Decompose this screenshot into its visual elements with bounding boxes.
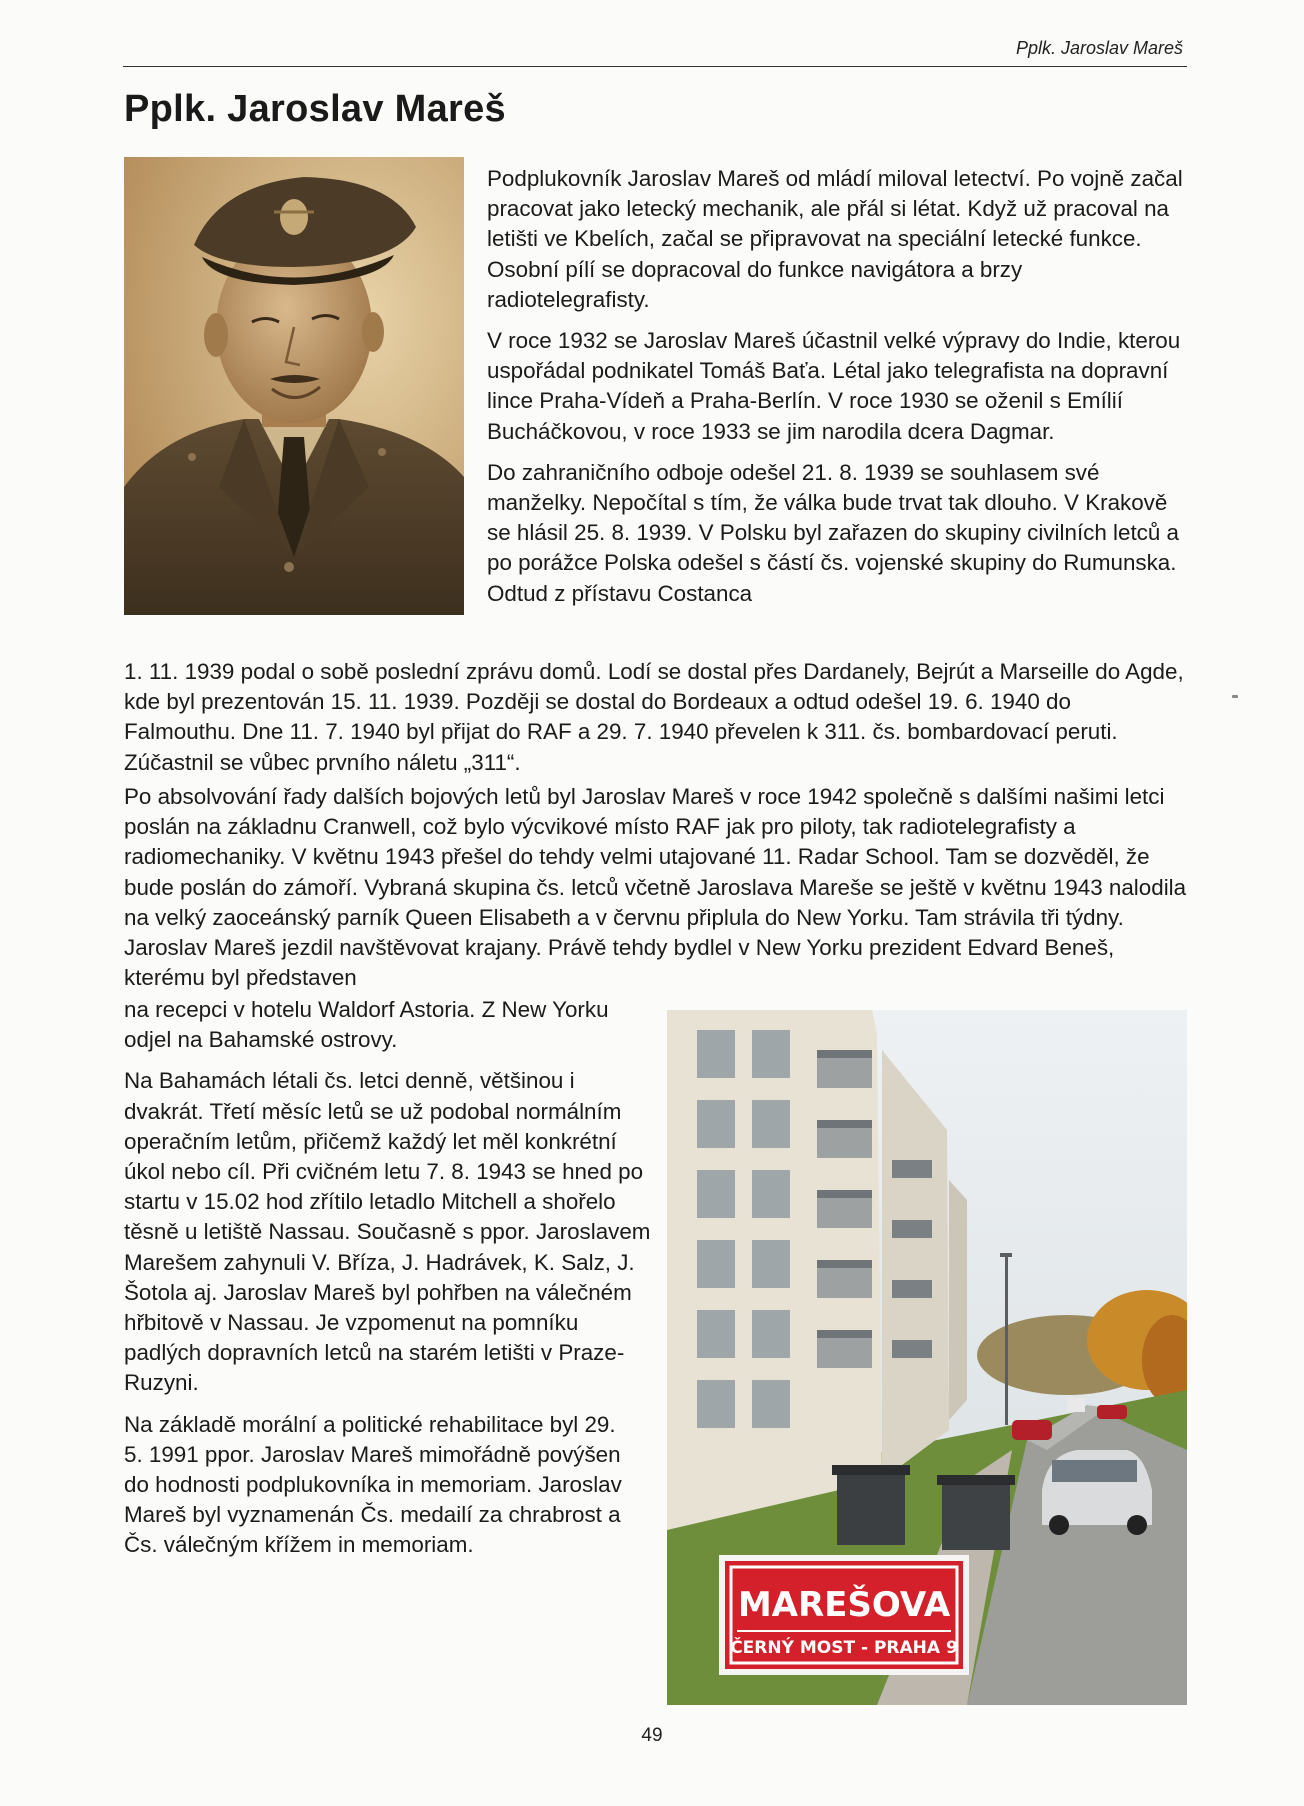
paragraph-cranwell-tail: na recepci v hotelu Waldorf Astoria. Z New Yorku odjel na Bahamské ostrovy. [124, 997, 609, 1053]
street-photo [667, 1010, 1187, 1705]
paragraph-odboj-lead: Do zahraničního odboje odešel 21. 8. 1939 se souhlasem své manželky. Nepočítal s tím, že válka bude trvat tak dlouho. V Krakově se hlásil 25. 8. 1939. V Polsku byl zařazen do skupiny civilních letců a po porážce Polska odešel s částí čs. vojenské skupiny do Rumunska. Odtud z přístavu Costanca [487, 459, 1179, 606]
lower-left-column [124, 995, 664, 1572]
paragraph-cranwell: Po absolvování řady dalších bojových letů byl Jaroslav Mareš v roce 1942 společně s dalšími našimi letci poslán na základnu Cranwell, což bylo výcvikové místo RAF jak pro piloty, tak radiotelegrafisty a radiomechaniky. V květnu 1943 přešel do tehdy velmi utajované 11. Radar School. Tam se dozvěděl, že bude poslán do zámoří. Vybraná skupina čs. letců včetně Jaroslava Mareše se ještě v květnu 1943 nalodila na velký zaoceánský parník Queen Elisabeth a v červnu připlula do New Yorku. Tam strávila tři týdny. Jaroslav Mareš jezdil navštěvovat krajany. Právě tehdy bydlel v New Yorku prezident Edvard Beneš, kterému byl představen [124, 784, 1187, 991]
street-sign [719, 1555, 969, 1675]
running-header-title: Pplk. Jaroslav Mareš [1015, 38, 1183, 58]
page-header [123, 38, 1187, 67]
street-sign-name: MAREŠOVA [737, 1585, 951, 1625]
paragraph-odboj-cont: 1. 11. 1939 podal o sobě poslední zprávu domů. Lodí se dostal přes Dardanely, Bejrút a Marseille do Agde, kde byl prezentován 15. 11. 1939. Později se dostal do Bordeaux a odtud odešel 19. 6. 1940 do Falmouthu. Dne 11. 7. 1940 byl přijat do RAF a 29. 7. 1940 převelen k 311. čs. bombardovací peruti. Zúčastnil se vůbec prvního náletu „311“. [124, 659, 1184, 775]
paragraph-mladi: Podplukovník Jaroslav Mareš od mládí miloval letectví. Po vojně začal pracovat jako letecký mechanik, ale přál si létat. Když už pracoval na letišti ve Kbelích, začal se připravovat na speciální letecké funkce. Osobní pílí se dopracoval do funkce navigátora a brzy radiotelegrafisty. [487, 166, 1183, 312]
page-number: 49 [641, 1725, 663, 1746]
scan-artifact [1232, 695, 1238, 698]
cranwell-block [124, 782, 1188, 993]
continuation-block [124, 657, 1188, 789]
paragraph-indie: V roce 1932 se Jaroslav Mareš účastnil velké výpravy do Indie, kterou uspořádal podnikatel Tomáš Baťa. Létal jako telegrafista na dopravní lince Praha-Vídeň a Praha-Berlín. V roce 1930 se oženil s Emílií Bucháčkovou, v roce 1933 se jim narodila dcera Dagmar. [487, 328, 1181, 444]
paragraph-bahamy: Na Bahamách létali čs. letci denně, většinou i dvakrát. Třetí měsíc letů se už podobal normálním operačním letům, přičemž každý let měl konkrétní úkol nebo cíl. Při cvičném letu 7. 8. 1943 se hned po startu v 15.02 hod zřítilo letadlo Mitchell a shořelo těsně u letiště Nassau. Současně s ppor. Jaroslavem Marešem zahynuli V. Bříza, J. Hadrávek, K. Salz, J. Šotola aj. Jaroslav Mareš byl pohřben na válečném hřbitově v Nassau. Je vzpomenut na pomníku padlých dopravních letců na starém letišti v Praze-Ruzyni. [124, 1068, 651, 1396]
portrait-photo [124, 157, 464, 615]
page-title: Pplk. Jaroslav Mareš [124, 88, 506, 130]
street-sign-district: ČERNÝ MOST - PRAHA 9 [730, 1638, 958, 1658]
paragraph-rehabilitace: Na základě morální a politické rehabilitace byl 29. 5. 1991 ppor. Jaroslav Mareš mimořádně povýšen do hodnosti podplukovníka in memoriam. Jaroslav Mareš byl vyznamenán Čs. medailí za chrabrost a Čs. válečným křížem in memoriam. [124, 1411, 622, 1558]
intro-column [487, 164, 1187, 609]
